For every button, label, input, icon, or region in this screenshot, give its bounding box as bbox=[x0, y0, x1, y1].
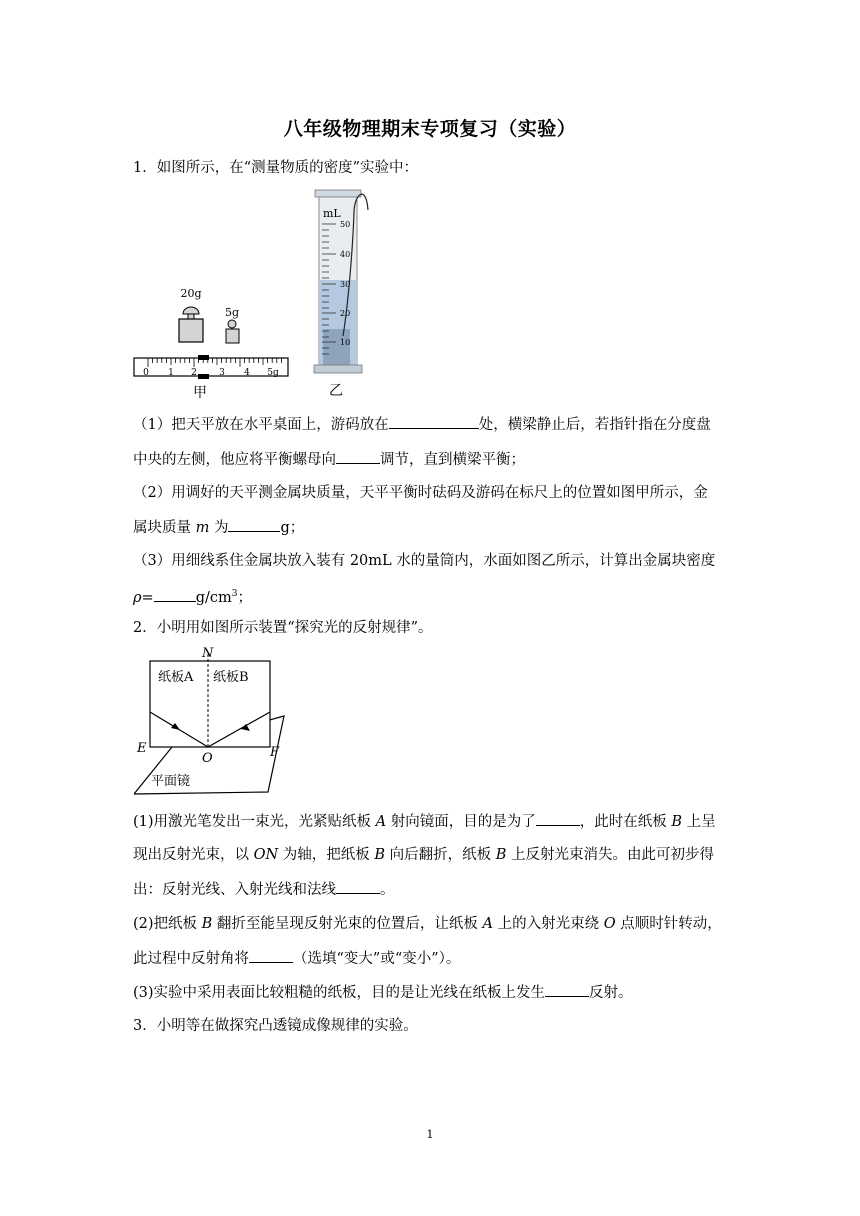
ruler-tick-5: 5g bbox=[267, 368, 279, 378]
answer-blank-8[interactable] bbox=[545, 982, 589, 997]
ruler-tick-1: 1 bbox=[168, 368, 174, 378]
label-N: N bbox=[202, 646, 214, 661]
q2-stem: 2．小明用如图所示装置“探究光的反射规律”。 bbox=[133, 620, 433, 636]
graduated-cylinder-figure bbox=[314, 190, 368, 373]
q1-part2-line2: 属块质量 m 为 g； bbox=[133, 517, 733, 538]
q2-part2-line2: 此过程中反射角将 （选填“变大”或“变小”）。 bbox=[133, 948, 733, 969]
cylinder-tick-30: 30 bbox=[340, 280, 351, 289]
answer-blank-6[interactable] bbox=[336, 879, 380, 894]
cylinder-tick-50: 50 bbox=[340, 220, 351, 229]
q2-part2-line1: (2)把纸板 B 翻折至能呈现反射光束的位置后，让纸板 A 上的入射光束绕 O 点顺时针转动， bbox=[133, 916, 722, 932]
answer-blank-5[interactable] bbox=[536, 811, 580, 826]
cylinder-unit: mL bbox=[323, 207, 341, 220]
label-F: F bbox=[270, 745, 280, 760]
q1-part1-line1: （1）把天平放在水平桌面上，游码放在 处，横梁静止后，若指针指在分度盘 bbox=[133, 414, 733, 435]
ruler-tick-4: 4 bbox=[244, 368, 250, 378]
page-number: 1 bbox=[426, 1128, 434, 1141]
label-board-a: 纸板A bbox=[158, 670, 194, 685]
q2-part1-line3: 出：反射光线、入射光线和法线 。 bbox=[133, 879, 733, 900]
balance-ruler-figure bbox=[134, 355, 288, 379]
q1-part3-line2: $\rho= g/cm^3$； bbox=[133, 584, 733, 608]
cylinder-tick-20: 20 bbox=[340, 309, 351, 318]
label-board-b: 纸板B bbox=[213, 670, 249, 685]
q3-stem: 3．小明等在做探究凸透镜成像规律的实验。 bbox=[133, 1018, 418, 1034]
q2-part3-line1: (3)实验中采用表面比较粗糙的纸板，目的是让光线在纸板上发生 反射。 bbox=[133, 982, 733, 1003]
answer-blank-2[interactable] bbox=[336, 449, 380, 464]
page-title: 八年级物理期末专项复习（实验） bbox=[283, 118, 577, 140]
cylinder-tick-10: 10 bbox=[340, 338, 351, 347]
weight-5g-label: 5g bbox=[224, 306, 240, 319]
ruler-tick-3: 3 bbox=[219, 368, 225, 378]
label-E: E bbox=[137, 741, 147, 756]
label-O: O bbox=[202, 751, 213, 766]
q2-part1-line1: (1)用激光笔发出一束光，光紧贴纸板 A 射向镜面，目的是为了 ，此时在纸板 B 上呈 bbox=[133, 811, 733, 832]
answer-blank-3[interactable] bbox=[228, 517, 280, 532]
q2-figure bbox=[134, 644, 294, 800]
q2-part1-line2: 现出反射光束，以 ON 为轴，把纸板 B 向后翻折，纸板 B 上反射光束消失。由此可初步得 bbox=[133, 847, 715, 863]
cylinder-tick-40: 40 bbox=[340, 250, 351, 259]
answer-blank-4[interactable] bbox=[154, 587, 196, 602]
label-mirror: 平面镜 bbox=[151, 774, 191, 789]
label-yi: 乙 bbox=[329, 383, 343, 399]
q1-part2-line1: （2）用调好的天平测金属块质量，天平平衡时砝码及游码在标尺上的位置如图甲所示，金 bbox=[133, 485, 708, 501]
ruler-tick-2: 2 bbox=[191, 368, 197, 378]
q1-part3-line1: （3）用细线系住金属块放入装有 20mL 水的量筒内，水面如图乙所示，计算出金属块密度 bbox=[133, 553, 716, 569]
ruler-tick-0: 0 bbox=[143, 368, 149, 378]
weight-5g bbox=[225, 306, 239, 343]
q1-stem: 1．如图所示，在“测量物质的密度”实验中： bbox=[133, 160, 419, 176]
weight-20g bbox=[179, 287, 203, 342]
q1-part1-line2: 中央的左侧，他应将平衡螺母向 调节，直到横梁平衡； bbox=[133, 449, 733, 470]
weight-20g-label: 20g bbox=[180, 287, 202, 300]
answer-blank-7[interactable] bbox=[249, 948, 293, 963]
answer-blank-1[interactable] bbox=[389, 414, 479, 429]
label-jia: 甲 bbox=[193, 385, 207, 401]
q1-figure bbox=[130, 186, 380, 406]
